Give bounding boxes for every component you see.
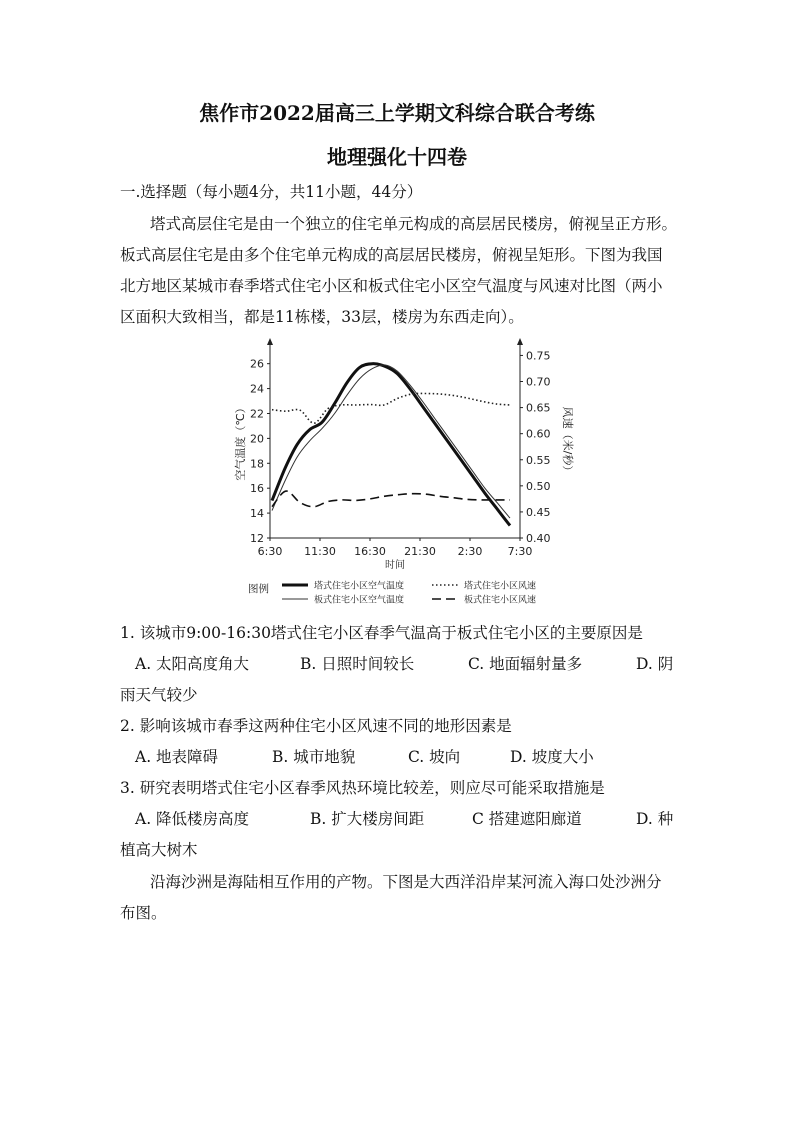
arrow-icon bbox=[267, 338, 273, 345]
question-1-stem: 1. 该城市9:00-16:30塔式住宅小区春季气温高于板式住宅小区的主要原因是 bbox=[120, 624, 643, 642]
question-2-option-a[interactable]: A. 地表障碍 bbox=[135, 748, 219, 766]
right-tick-label: 0.70 bbox=[526, 375, 551, 389]
left-tick-label: 26 bbox=[250, 357, 264, 371]
temperature-wind-chart bbox=[234, 335, 574, 615]
x-tick-label: 6:30 bbox=[257, 545, 283, 558]
series-line-1 bbox=[272, 364, 510, 526]
question-3-option-a[interactable]: A. 降低楼房高度 bbox=[135, 810, 250, 828]
intro-line: 北方地区某城市春季塔式住宅小区和板式住宅小区空气温度与风速对比图（两小 bbox=[120, 277, 663, 295]
left-tick-label: 20 bbox=[250, 432, 264, 446]
legend-label: 塔式住宅小区空气温度 bbox=[314, 581, 405, 592]
right-tick-label: 0.55 bbox=[526, 453, 551, 467]
left-tick-label: 16 bbox=[250, 482, 264, 496]
exam-title: 焦作市2022届高三上学期文科综合联合考练 bbox=[199, 101, 595, 125]
question-2-option-d[interactable]: D. 坡度大小 bbox=[510, 748, 594, 766]
outro-line: 沿海沙洲是海陆相互作用的产物。下图是大西洋沿岸某河流入海口处沙洲分 bbox=[150, 873, 662, 891]
question-1-option-d-cont: 雨天气较少 bbox=[120, 686, 198, 704]
series-line-3 bbox=[272, 393, 510, 423]
exam-subtitle: 地理强化十四卷 bbox=[327, 145, 467, 169]
question-2-option-c[interactable]: C. 坡向 bbox=[408, 748, 461, 766]
question-1-option-d[interactable]: D. 阴 bbox=[636, 655, 674, 673]
question-3-stem: 3. 研究表明塔式住宅小区春季风热环境比较差，则应尽可能采取措施是 bbox=[120, 779, 605, 797]
left-tick-label: 22 bbox=[250, 407, 264, 421]
right-tick-label: 0.75 bbox=[526, 349, 551, 363]
question-3-option-c[interactable]: C 搭建遮阳廊道 bbox=[472, 810, 582, 828]
x-axis-label: 时间 bbox=[385, 560, 405, 571]
right-tick-label: 0.65 bbox=[526, 401, 551, 415]
right-y-axis-label: 风速（米/秒） bbox=[561, 406, 574, 477]
left-tick-label: 18 bbox=[250, 457, 264, 471]
legend-label: 板式住宅小区空气温度 bbox=[314, 595, 405, 606]
intro-line: 区面积大致相当，都是11栋楼，33层，楼房为东西走向）。 bbox=[120, 308, 524, 326]
x-tick-label: 2:30 bbox=[457, 545, 483, 558]
right-tick-label: 0.45 bbox=[526, 505, 551, 519]
question-3-option-b[interactable]: B. 扩大楼房间距 bbox=[310, 810, 425, 828]
right-tick-label: 0.50 bbox=[526, 479, 551, 493]
outro-line: 布图。 bbox=[120, 904, 167, 922]
left-tick-label: 12 bbox=[250, 532, 264, 545]
question-1-option-a[interactable]: A. 太阳高度角大 bbox=[135, 655, 250, 673]
question-1-option-c[interactable]: C. 地面辐射量多 bbox=[468, 655, 583, 673]
left-y-axis-label: 空气温度（℃） bbox=[234, 402, 247, 481]
legend-title: 图例 bbox=[248, 583, 269, 595]
left-tick-label: 24 bbox=[250, 382, 264, 396]
series-line-4 bbox=[272, 491, 510, 507]
left-tick-label: 14 bbox=[250, 507, 264, 521]
x-tick-label: 21:30 bbox=[404, 545, 436, 558]
right-tick-label: 0.60 bbox=[526, 427, 551, 441]
arrow-icon bbox=[517, 338, 523, 345]
legend-label: 塔式住宅小区风速 bbox=[464, 581, 537, 592]
intro-line: 板式高层住宅是由多个住宅单元构成的高层居民楼房，俯视呈矩形。下图为我国 bbox=[120, 246, 663, 264]
x-tick-label: 16:30 bbox=[354, 545, 386, 558]
question-2-option-b[interactable]: B. 城市地貌 bbox=[272, 748, 356, 766]
question-2-stem: 2. 影响该城市春季这两种住宅小区风速不同的地形因素是 bbox=[120, 717, 512, 735]
x-tick-label: 11:30 bbox=[304, 545, 336, 558]
x-tick-label: 7:30 bbox=[507, 545, 533, 558]
right-tick-label: 0.40 bbox=[526, 532, 551, 545]
intro-line: 塔式高层住宅是由一个独立的住宅单元构成的高层居民楼房，俯视呈正方形。 bbox=[150, 215, 678, 233]
question-3-option-d-cont: 植高大树木 bbox=[120, 841, 198, 859]
legend-label: 板式住宅小区风速 bbox=[464, 595, 537, 606]
question-1-option-b[interactable]: B. 日照时间较长 bbox=[300, 655, 415, 673]
section-heading: 一.选择题（每小题4分，共11小题，44分） bbox=[120, 183, 423, 201]
question-3-option-d[interactable]: D. 种 bbox=[636, 810, 674, 828]
